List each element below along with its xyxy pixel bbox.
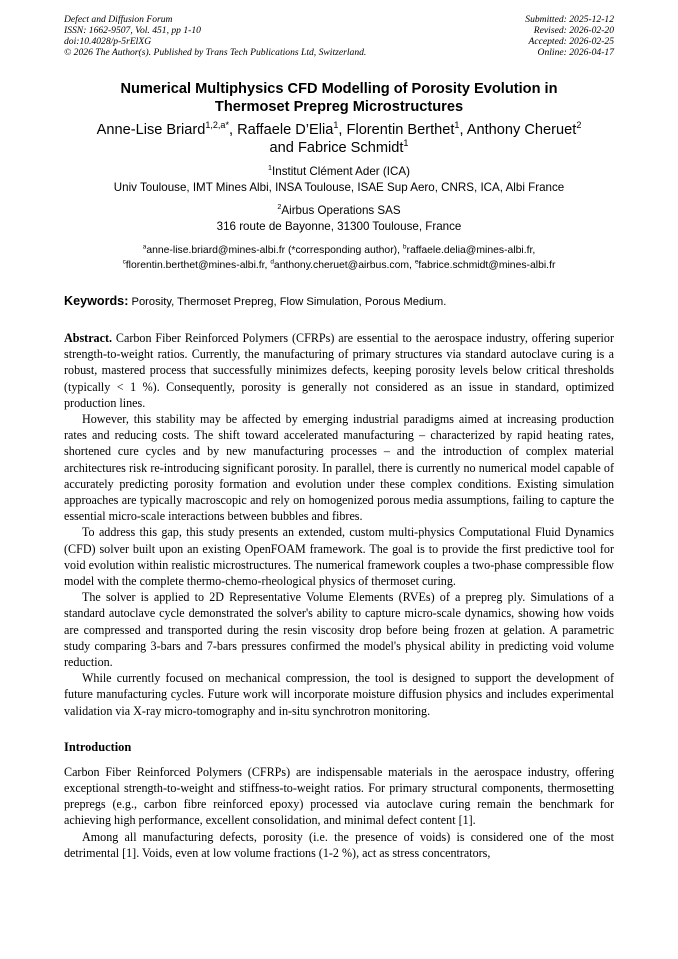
author-name: Anne-Lise Briard xyxy=(96,122,206,138)
keywords xyxy=(64,293,614,310)
author-name: Florentin Berthet xyxy=(346,122,455,138)
issn-line: ISSN: 1662-9507, Vol. 451, pp 1-10 xyxy=(64,25,201,36)
affiliation-mark: 2 xyxy=(277,202,282,212)
abstract-label: Abstract. xyxy=(64,331,113,345)
affiliation-name: Institut Clément Ader (ICA) xyxy=(272,165,410,178)
abstract-paragraph: To address this gap, this study presents an extended, custom multi-physics Computational Fluid Dynamics (CFD) solver built upon an existing OpenFOAM framework. The goal is to provide the first predictive tool for void evolution within realistic microstructures. The numerical framework couples a two-phase compressible flow model with the complete thermo-chemo-rheological physics of thermoset curing. xyxy=(64,525,614,589)
title-line-2: Thermoset Prepreg Microstructures xyxy=(214,99,464,115)
email-link[interactable]: anne-lise.briard@mines-albi.fr (*corresponding author), xyxy=(146,245,401,256)
affiliation-name: Airbus Operations SAS xyxy=(281,204,401,217)
doi-line: doi:10.4028/p-5rElXG xyxy=(64,36,152,47)
author-affiliation-mark: 1 xyxy=(454,120,460,131)
abstract xyxy=(64,330,614,719)
section-heading-introduction: Introduction xyxy=(64,739,132,754)
author-name: Fabrice Schmidt xyxy=(297,140,404,156)
keywords-text: Porosity, Thermoset Prepreg, Flow Simulation, Porous Medium. xyxy=(131,296,447,308)
abstract-paragraph: While currently focused on mechanical compression, the tool is designed to support the development of future manufacturing cycles. Future work will incorporate moisture diffusion physics and includes experimental validation via X-ray micro-tomography and in-situ synchrotron monitoring. xyxy=(64,671,614,718)
abstract-paragraph: Carbon Fiber Reinforced Polymers (CFRPs) are essential to the aerospace industry, offering superior strength-to-weight ratios. Currently, the manufacturing of primary structures via standard autoclave curing is a robust, mastered process that successfully minimizes defects, keeping porosity levels below critical thresholds (typically < 1 %). Consequently, porosity is generally not considered as an issue in standard, optimized production lines. xyxy=(64,331,614,410)
affiliation-address: Univ Toulouse, IMT Mines Albi, INSA Toulouse, ISAE Sup Aero, CNRS, ICA, Albi France xyxy=(113,181,565,194)
introduction-paragraph: Among all manufacturing defects, porosity (i.e. the presence of voids) is considered one of the most detrimental [1]. Voids, even at low volume fractions (1-2 %), act as stress concentrators, xyxy=(64,829,614,860)
submission-dates xyxy=(525,14,614,58)
email-link[interactable]: anthony.cheruet@airbus.com, xyxy=(273,260,412,271)
affiliation-1 xyxy=(64,164,614,196)
email-link[interactable]: fabrice.schmidt@mines-albi.fr xyxy=(418,260,556,271)
accepted-date: Accepted: 2026-02-25 xyxy=(528,36,614,47)
title-line-1: Numerical Multiphysics CFD Modelling of Porosity Evolution in xyxy=(120,81,558,97)
submitted-date: Submitted: 2025-12-12 xyxy=(525,14,614,25)
author-affiliation-mark: 1 xyxy=(403,138,409,149)
author-conjunction: and xyxy=(269,140,294,156)
online-date: Online: 2026-04-17 xyxy=(537,47,614,58)
journal-info xyxy=(64,14,366,58)
abstract-paragraph: However, this stability may be affected by emerging industrial paradigms aimed at increasing production rates and reducing costs. The shift toward accelerated manufacturing – characterized by rapid heating rates, shortened cure cycles and by new manufacturing processes – and the introduction of complex material architectures risk re-introducing significant porosity. In parallel, there is currently no numerical model capable of accurately predicting porosity formation and evolution under these complex conditions. Existing simulation approaches are typically macroscopic and rely on homogenized porous media assumptions, failing to capture the essential micro-scale interactions between bubbles and fibres. xyxy=(64,412,614,524)
author-emails: $^a$anne-lise.briard@mines-albi.fr (*corresponding author), $^b$raffaele.delia@mines-albi.fr, $^c$florentin.berthet@mines-albi.fr, $^d$anthony.cheruet@airbus.com, $^e$fabrice.schmidt@mines-albi.fr xyxy=(122,243,556,271)
revised-date: Revised: 2026-02-20 xyxy=(533,25,614,36)
introduction-paragraph: Carbon Fiber Reinforced Polymers (CFRPs) are indispensable materials in the aerospace industry, offering exceptional strength-to-weight and stiffness-to-weight ratios. For primary structural components, thermosetting prepregs (e.g., carbon fibre reinforced epoxy) processed via autoclave curing remain the benchmark for achieving high performance, excellent consolidation, and minimal defect content [1]. xyxy=(64,764,614,828)
affiliation-address: 316 route de Bayonne, 31300 Toulouse, France xyxy=(216,220,462,233)
introduction xyxy=(64,764,614,861)
email-link[interactable]: florentin.berthet@mines-albi.fr, xyxy=(125,260,268,271)
abstract-paragraph: The solver is applied to 2D Representative Volume Elements (RVEs) of a prepreg ply. Simulations of a standard autoclave cycle demonstrated the solver's ability to capture micro-scale dynamics, showing how voids are compressed and transported during the resin viscosity drop before being frozen at gelation. A parametric study comparing 3-bars and 7-bars pressures confirmed the model's physical ability in predicting void volume reduction. xyxy=(64,590,614,670)
paper-page xyxy=(64,14,614,861)
affiliation-2 xyxy=(64,203,614,235)
copyright-line: © 2026 The Author(s). Published by Trans Tech Publications Ltd, Switzerland. xyxy=(64,47,367,58)
keywords-label: Keywords: xyxy=(64,294,129,308)
email-link[interactable]: raffaele.delia@mines-albi.fr, xyxy=(406,245,536,256)
journal-header xyxy=(64,14,614,58)
paper-title xyxy=(64,80,614,116)
author-affiliation-mark: 1 xyxy=(333,120,339,131)
author-affiliation-mark: 2 xyxy=(576,120,582,131)
journal-name: Defect and Diffusion Forum xyxy=(64,14,173,25)
author-name: Raffaele D’Elia xyxy=(237,122,334,138)
author-name: Anthony Cheruet xyxy=(466,122,577,138)
affiliation-mark: 1 xyxy=(268,163,273,173)
author-list: Anne-Lise Briard$^{1,2,a*}$, Raffaele D’Elia$^1$, Florentin Berthet$^1$, Anthony Cheruet$^2$ and Fabrice Schmidt$^1$ xyxy=(96,120,582,156)
author-affiliation-mark: 1,2,a* xyxy=(205,120,229,131)
